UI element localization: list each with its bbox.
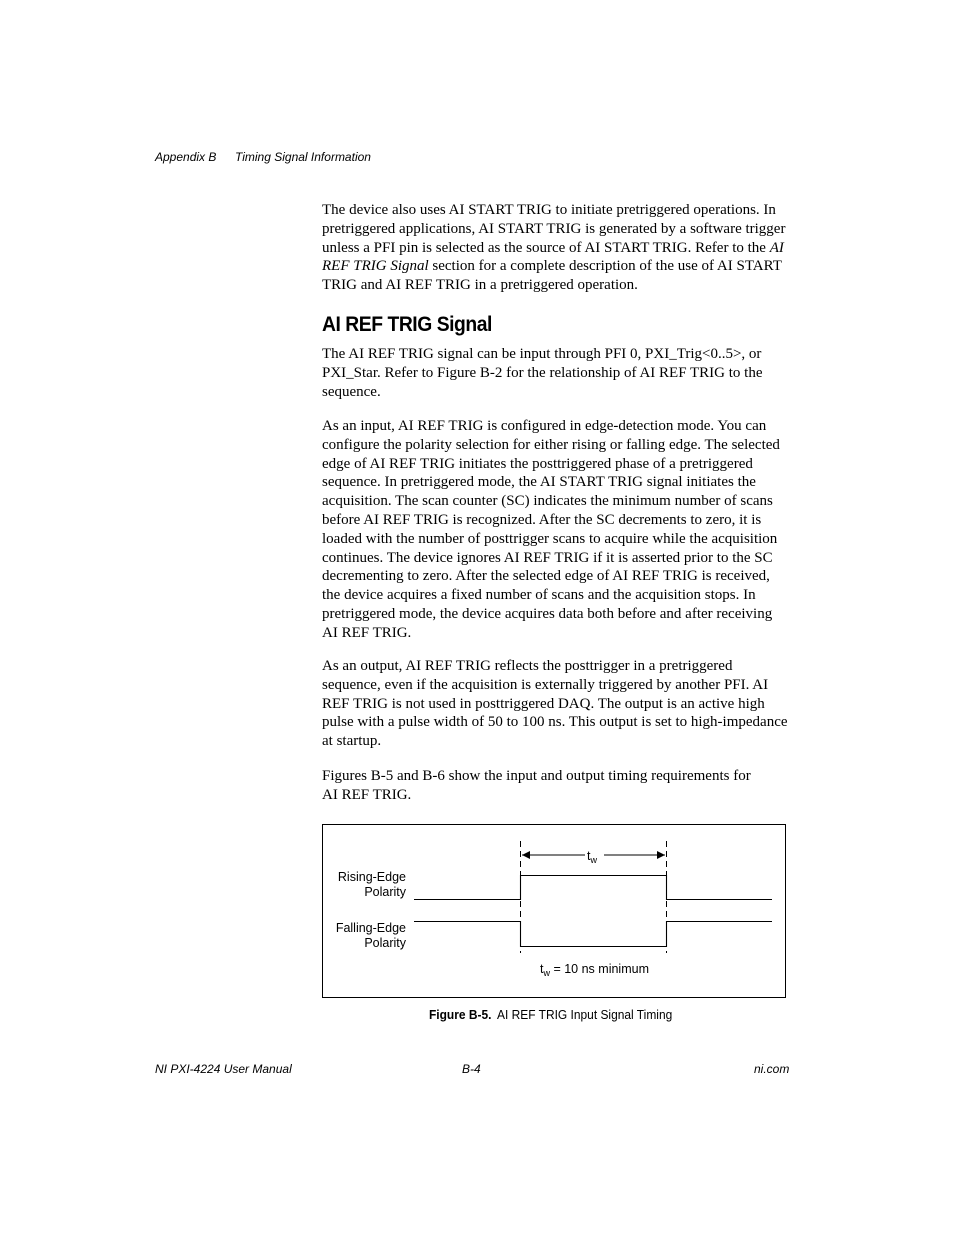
paragraph-input-mode [322, 417, 788, 643]
timing-diagram [323, 825, 785, 997]
paragraph-text: The AI REF TRIG signal can be input through PFI 0, PXI_Trig<0..5>, or PXI_Star. Refer to Figure B-2 for the relationship of AI REF TRIG to the sequence. [322, 346, 763, 400]
figure-title: AI REF TRIG Input Signal Timing [496, 1007, 673, 1022]
intro-text-end: section for a complete description of the use of AI START TRIG and AI REF TRIG in a pretriggered operation. [322, 258, 782, 294]
rising-edge-waveform [414, 876, 772, 900]
section-reference: AI REF TRIG Signal [322, 239, 784, 275]
timing-diagram-box [322, 824, 786, 998]
falling-edge-waveform [414, 922, 772, 947]
section-heading: AI REF TRIG Signal [322, 313, 492, 336]
falling-edge-label-line1: Falling-Edge [335, 921, 406, 935]
paragraph-text: As an input, AI REF TRIG is configured in edge-detection mode. You can configure the polarity selection for either rising or falling edge. The selected edge of AI REF TRIG initiates the posttriggered phase of a pretriggered sequence. In pretriggered mode, the AI START TRIG signal initiates the acquisition. The scan counter (SC) indicates the minimum number of scans before AI REF TRIG is recognized. After the SC decrements to zero, it is loaded with the number of posttrigger scans to acquire while the acquisition continues. The device ignores AI REF TRIG if it is asserted prior to the SC decrementing to zero. After the selected edge of AI REF TRIG is received, the device acquires a fixed number of scans and the acquisition stops. In pretriggered mode, the device acquires data both before and after receiving AI REF TRIG. [322, 418, 780, 641]
intro-text-start: The device also uses AI START TRIG to initiate pretriggered operations. In pretriggered applications, AI START TRIG is generated by a software trigger unless a PFI pin is selected as the source of AI START TRIG. Refer to the [322, 202, 786, 256]
paragraph-output-mode [322, 657, 788, 751]
rising-edge-label-line1: Rising-Edge [337, 870, 406, 884]
paragraph-figure-reference [322, 767, 752, 805]
tw-label: $t_w$ [587, 849, 597, 865]
rising-edge-label-line2: Polarity [364, 885, 406, 899]
header-appendix: Appendix B [155, 150, 217, 164]
paragraph-input-sources [322, 345, 788, 401]
intro-paragraph [322, 201, 788, 295]
header-section-title: Timing Signal Information [235, 150, 371, 164]
paragraph-text: Figures B-5 and B-6 show the input and output timing requirements for AI REF TRIG. [322, 768, 751, 803]
falling-edge-label-line2: Polarity [364, 936, 406, 950]
footer-page-number: B-4 [462, 1062, 481, 1076]
figure-number: Figure B-5. [429, 1007, 492, 1022]
footer-website: ni.com [754, 1062, 790, 1076]
tw-minimum-note: $t_w = 10$ ns minimum [540, 962, 649, 978]
figure-caption [429, 1007, 672, 1022]
paragraph-text: As an output, AI REF TRIG reflects the posttrigger in a pretriggered sequence, even if the acquisition is externally triggered by another PFI. AI REF TRIG is not used in posttriggered DAQ. The output is an active high pulse with a pulse width of 50 to 100 ns. This output is set to high-impedance at startup. [322, 658, 788, 750]
footer-manual-title: NI PXI-4224 User Manual [155, 1062, 292, 1076]
